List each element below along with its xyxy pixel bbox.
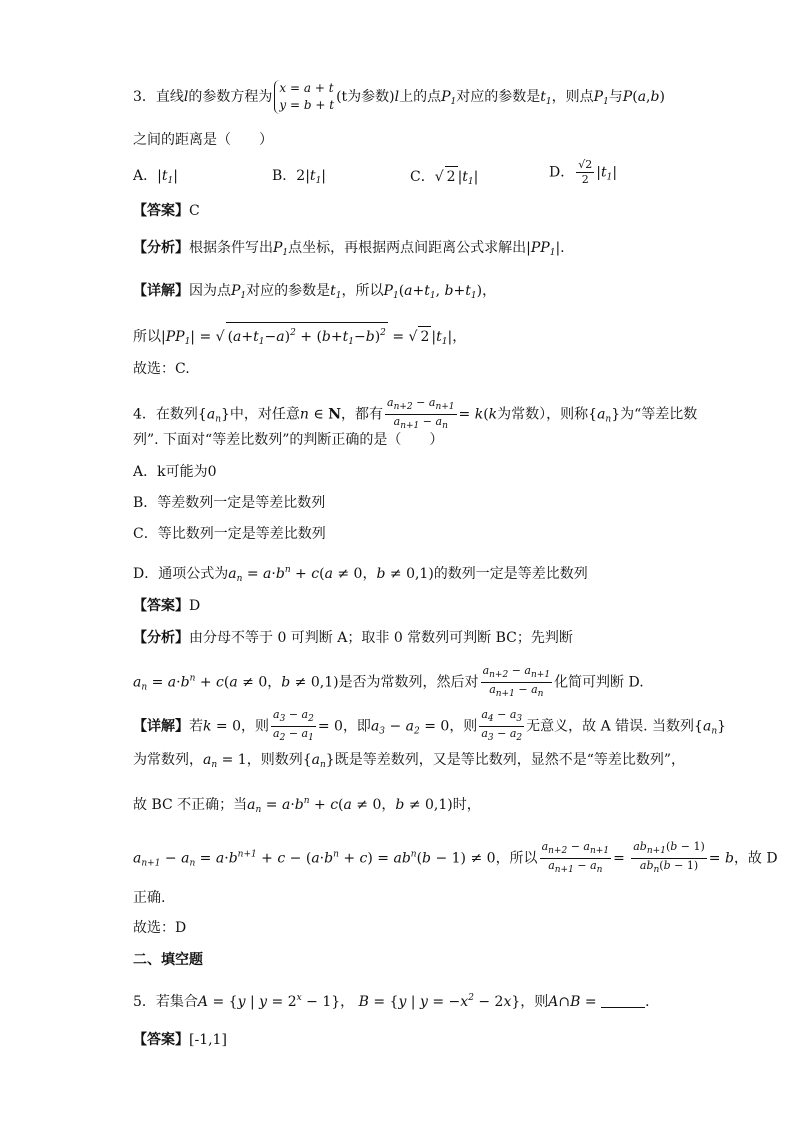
q4-detail-line3: 故 BC 不正确；当$a_n = a\cdot b^n + c(a \ne 0$，b ≠ 0,1)时， (133, 796, 481, 815)
answer-blank (601, 993, 645, 1008)
q4-option-c: C．等比数列一定是等差比数列 (133, 526, 326, 542)
q4-detail-line4: $a_{n+1} - a_n = a\cdot b^{n+1} + c - (a\cdot b^n + c) = ab^n(b - 1) \ne 0$，所以 $\frac{a_{n+2} - a_{n+1}}{a_{n+1} - a_n}$ = $\frac{ab_{n+1}(b - 1)}{ab_n(b - 1)}$ = b，故 D (133, 840, 778, 875)
q4-analysis-line2: $a_n = a\cdot b^n + c(a \ne 0$，b ≠ 0,1)是否为常数列，然后对 $\frac{a_{n+2} - a_{n+1}}{a_{n+1} - a_n}$ 化简可判断 D. (133, 664, 644, 699)
q4-conclusion: 故选：D (133, 920, 187, 936)
q3-option-b: B．$2|t_1|$ (272, 168, 327, 186)
q3-answer: 【答案】C (133, 203, 200, 219)
section-heading: 二、填空题 (133, 952, 203, 968)
q5-stem: 5．若集合A = {y | $y = 2^x - 1$}， B = {y | $y = -x^2 - 2x$}，则A∩B = ． (133, 993, 660, 1010)
q4-analysis-line1: 【分析】由分母不等于 0 可判断 A；取非 0 常数列可判断 BC；先判断 (133, 630, 573, 646)
q3-conclusion: 故选：C. (133, 361, 190, 377)
q3-detail: 【详解】因为点$P_1$对应的参数是$t_1$，所以$P_1(a+t_1$, $b+t_1$)， (133, 283, 497, 301)
q4-answer: 【答案】D (133, 598, 201, 614)
q4-stem-line1: 4．在数列$\{a_n\}$中，对任意n ∈ N，都有 $\frac{a_{n+2} - a_{n+1}}{a_{n+1} - a_n}$ = k(k为常数），则称$\{a_n\}$为“等差比数 (133, 396, 698, 431)
q3-option-d: D． $\frac{√2}{2}$ $|t_1|$ (549, 158, 618, 186)
q4-detail-line2: 为常数列，$a_n = 1$，则数列$\{a_n\}$既是等差数列，又是等比数列，显然不是“等差比数列”， (133, 752, 686, 770)
q4-stem-line2: 列”. 下面对“等差比数列”的判断正确的是（ ） (133, 432, 444, 448)
param-equation-system: x = a + t y = b + t (274, 80, 334, 114)
q4-option-d: D．通项公式为$a_n = a\cdot b^n + c(a \ne 0$，b ≠ 0,1)的数列一定是等差比数列 (133, 565, 588, 584)
q4-detail-line1: 【详解】若k = 0，则 $\frac{a_3 - a_2}{a_2 - a_1}$ = 0，即$a_3 - a_2 = 0$，则 $\frac{a_4 - a_3}{a_3 - a_2}$ 无意义，故 A 错误. 当数列$\{a_n\}$ (133, 708, 727, 743)
q3-stem-line1: 3．直线l的参数方程为x = a + t y = b + t (t为参数)l上的点$P_1$对应的参数是$t_1$，则点$P_1$与P(a,b) (133, 81, 665, 112)
q4-option-a: A．k可能为0 (133, 464, 217, 480)
q3-analysis: 【分析】根据条件写出$P_1$点坐标，再根据两点间距离公式求解出$|PP_1|$. (133, 240, 565, 258)
q3-stem-line2: 之间的距离是（ ） (133, 132, 273, 148)
q4-option-b: B．等差数列一定是等差比数列 (133, 495, 326, 511)
q3-option-c: C．√ 2 $|t_1|$ (410, 166, 478, 192)
q3-distance-formula: 所以$|PP_1|$ = √ $(a+t_1-a)^2 + (b+t_1-b)^2$ = √ 2 $|t_1|$， (133, 322, 466, 352)
q5-answer: 【答案】[-1,1] (133, 1032, 227, 1048)
q3-option-a: A．$|t_1|$ (133, 168, 178, 186)
q4-detail-line5: 正确. (133, 890, 166, 906)
